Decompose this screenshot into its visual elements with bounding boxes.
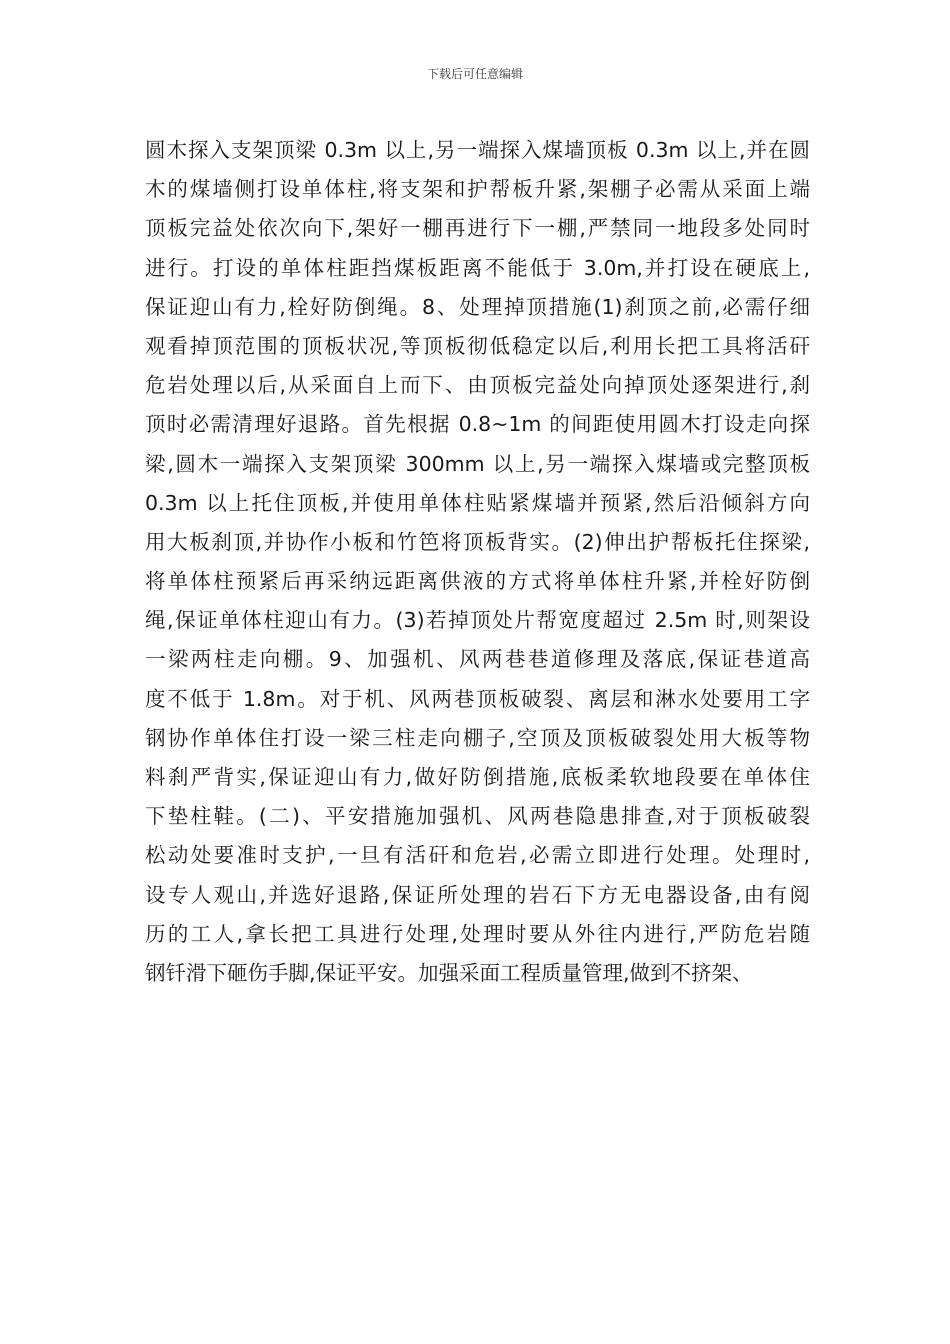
text-line: 绳,保证单体柱迎山有力。(3)若掉顶处片帮宽度超过 2.5m 时,则架设 (145, 608, 810, 633)
text-line: 历的工人,拿长把工具进行处理,处理时要从外往内进行,严防危岩随 (145, 921, 810, 946)
text-line: 顶板完益处依次向下,架好一棚再进行下一棚,严禁同一地段多处同时 (145, 216, 810, 241)
text-line: 保证迎山有力,栓好防倒绳。8、处理掉顶措施(1)刹顶之前,必需仔细 (145, 294, 810, 319)
text-line: 0.3m 以上托住顶板,并使用单体柱贴紧煤墙并预紧,然后沿倾斜方向 (145, 490, 810, 515)
text-line: 下垫柱鞋。(二)、平安措施加强机、风两巷隐患排查,对于顶板破裂 (145, 804, 810, 829)
text-line: 钢钎滑下砸伤手脚,保证平安。加强采面工程质量管理,做到不挤架、 (145, 960, 753, 985)
text-line: 料刹严背实,保证迎山有力,做好防倒措施,底板柔软地段要在单体住 (145, 765, 810, 789)
text-line: 度不低于 1.8m。对于机、风两巷顶板破裂、离层和淋水处要用工字 (145, 686, 810, 711)
text-line: 松动处要准时支护,一旦有活矸和危岩,必需立即进行处理。处理时, (145, 843, 810, 868)
text-line: 进行。打设的单体柱距挡煤板距离不能低于 3.0m,并打设在硬底上, (145, 255, 810, 280)
text-line: 设专人观山,并选好退路,保证所处理的岩石下方无电器设备,由有阅 (145, 882, 810, 907)
document-body (145, 131, 810, 993)
text-line: 圆木探入支架顶梁 0.3m 以上,另一端探入煤墙顶板 0.3m 以上,并在圆 (145, 138, 810, 162)
text-line: 顶时必需清理好退路。首先根据 0.8~1m 的间距使用圆木打设走向探 (145, 412, 810, 437)
text-line: 一梁两柱走向棚。9、加强机、风两巷巷道修理及落底,保证巷道高 (145, 647, 810, 672)
page-header-note: 下载后可任意编辑 (426, 67, 523, 81)
text-line: 将单体柱预紧后再采纳远距离供液的方式将单体柱升紧,并栓好防倒 (145, 569, 810, 594)
text-line: 危岩处理以后,从采面自上而下、由顶板完益处向掉顶处逐架进行,刹 (145, 373, 810, 398)
text-line: 梁,圆木一端探入支架顶梁 300mm 以上,另一端探入煤墙或完整顶板 (145, 451, 810, 476)
text-line: 观看掉顶范围的顶板状况,等顶板彻低稳定以后,利用长把工具将活矸 (145, 333, 810, 358)
text-line: 木的煤墙侧打设单体柱,将支架和护帮板升紧,架棚子必需从采面上端 (145, 177, 810, 202)
text-line: 用大板刹顶,并协作小板和竹笆将顶板背实。(2)伸出护帮板托住探梁, (145, 529, 810, 554)
text-line: 钢协作单体住打设一梁三柱走向棚子,空顶及顶板破裂处用大板等物 (145, 725, 810, 750)
